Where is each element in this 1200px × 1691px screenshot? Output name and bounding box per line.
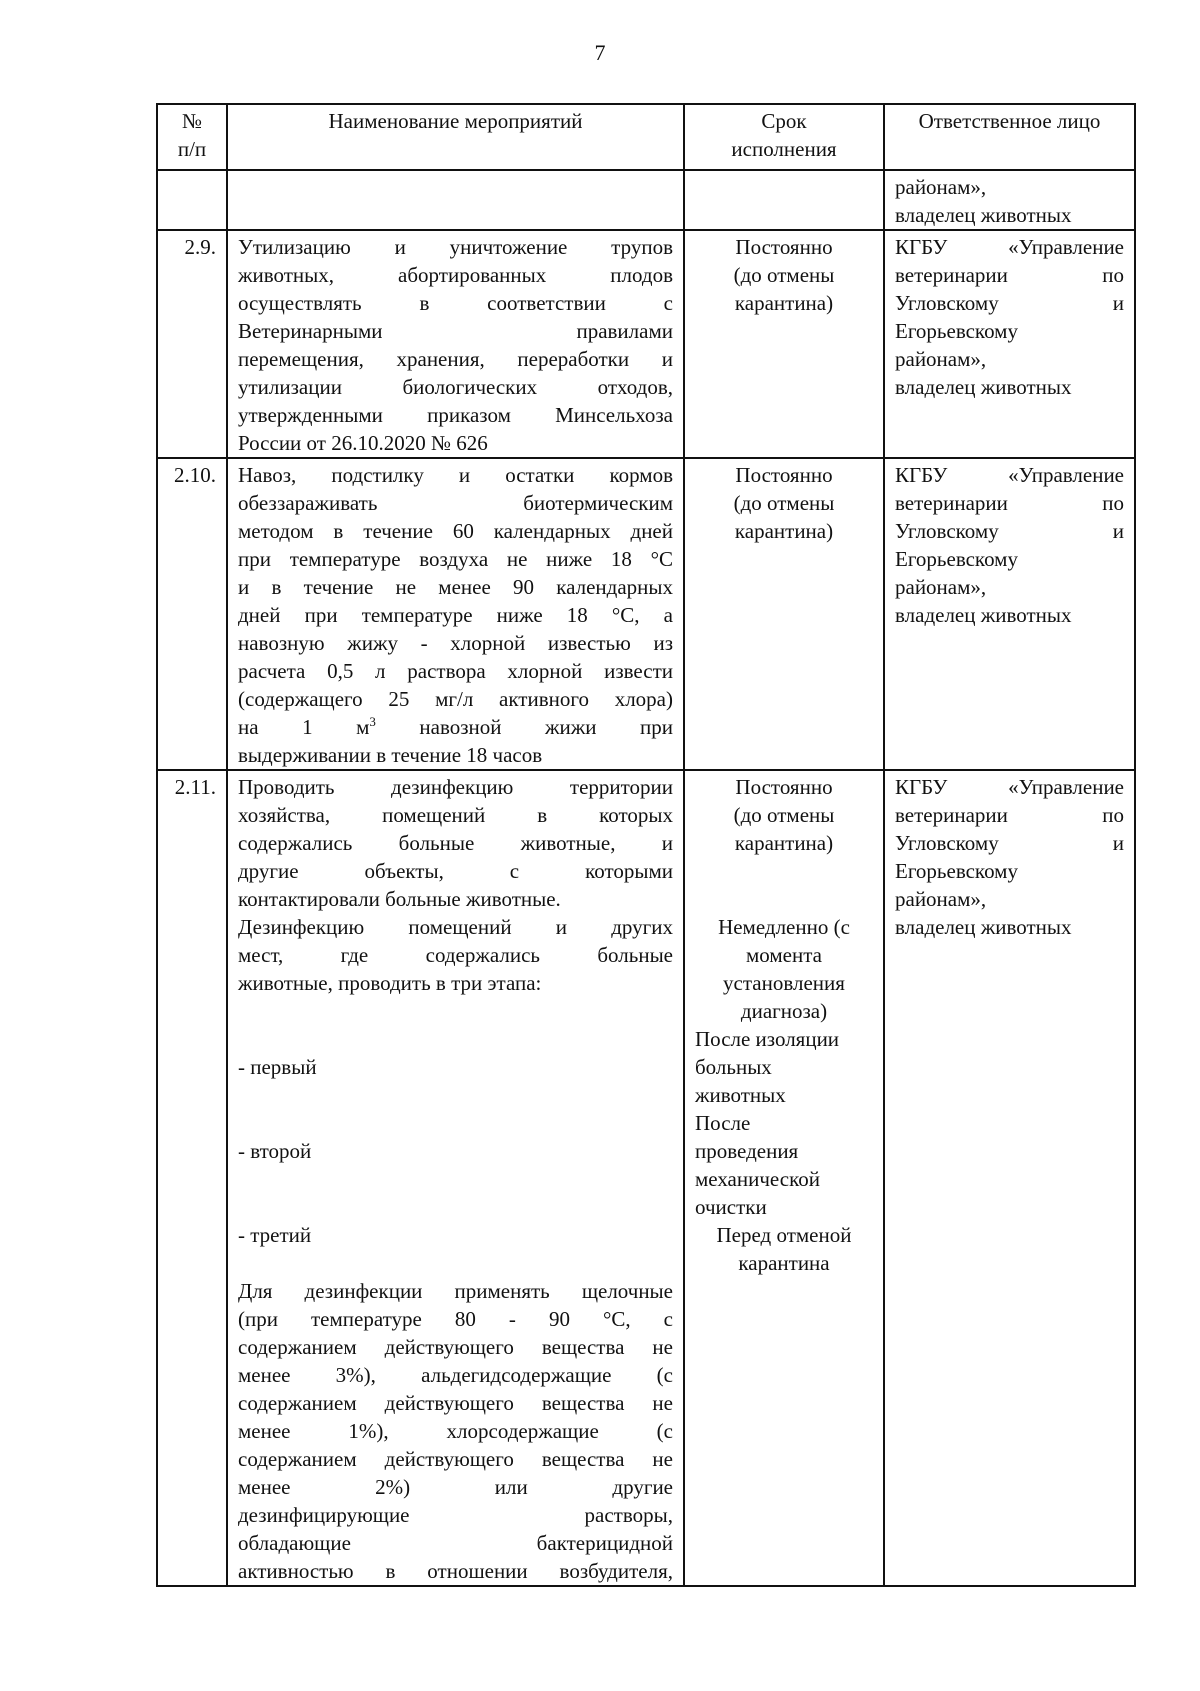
table-row	[157, 230, 1135, 458]
page-number: 7	[594, 40, 606, 65]
table-row	[157, 458, 1135, 770]
row-name: Утилизацию и уничтожение трупов животных, абортированных плодов осуществлять в соответствии с Ветеринарными правилами перемещения, хранения, переработки и утилизации биологических отходов, утвержденными приказом Минсельхоза России от 26.10.2020 № 626	[227, 230, 684, 458]
row-term	[684, 170, 884, 230]
measures-table	[156, 103, 1136, 1587]
row-num: 2.10.	[157, 458, 227, 770]
row-responsible: КГБУ «Управление ветеринарии по Угловскому и Егорьевскому районам», владелец животных	[884, 458, 1135, 770]
stage-second: - второй	[238, 1139, 312, 1163]
row-term: Постоянно (до отмены карантина)	[684, 458, 884, 770]
table-row	[157, 170, 1135, 230]
table-row	[157, 770, 1135, 1586]
header-num: № п/п	[157, 104, 227, 170]
header-responsible: Ответственное лицо	[884, 104, 1135, 170]
row-num: 2.11.	[157, 770, 227, 1586]
row-name: Навоз, подстилку и остатки кормов обеззараживать биотермическим методом в течение 60 календарных дней при температуре воздуха не ниже 18 °С и в течение не менее 90 календарных дней при температуре ниже 18 °С, а навозную жижу - хлорной известью из расчета 0,5 л раствора хлорной извести (содержащего 25 мг/л активного хлора) на 1 $м^3$ навозной жижи при выдерживании в течение 18 часов	[227, 458, 684, 770]
header-name: Наименование мероприятий	[227, 104, 684, 170]
table-header-row	[157, 104, 1135, 170]
header-term: Срок исполнения	[684, 104, 884, 170]
row-term: Постоянно (до отмены карантина) Немедленно (с момента установления диагноза) После изоляции больных животных После проведения механической очистки Перед отменой карантина	[684, 770, 884, 1586]
row-responsible: районам», владелец животных	[884, 170, 1135, 230]
row-num	[157, 170, 227, 230]
stage-first: - первый	[238, 1055, 317, 1079]
row-name	[227, 170, 684, 230]
stage-third: - третий	[238, 1223, 312, 1247]
row-term: Постоянно (до отмены карантина)	[684, 230, 884, 458]
row-responsible: КГБУ «Управление ветеринарии по Угловскому и Егорьевскому районам», владелец животных	[884, 230, 1135, 458]
row-name: Проводить дезинфекцию территории хозяйства, помещений в которых содержались больные животные, и другие объекты, с которыми контактировали больные животные. Дезинфекцию помещений и других мест, где содержались больные животные, проводить в три этапа: - первый - второй - третий Для дезинфекции применять щелочные (при температуре 80 - 90 °С, с содержанием действующего вещества не менее 3%), альдегидсодержащие (с содержанием действующего вещества не менее 1%), хлорсодержащие (с содержанием действующего вещества не менее 2%) или другие дезинфицирующие растворы, обладающие бактерицидной активностью в отношении возбудителя,	[227, 770, 684, 1586]
row-num: 2.9.	[157, 230, 227, 458]
row-responsible: КГБУ «Управление ветеринарии по Угловскому и Егорьевскому районам», владелец животных	[884, 770, 1135, 1586]
